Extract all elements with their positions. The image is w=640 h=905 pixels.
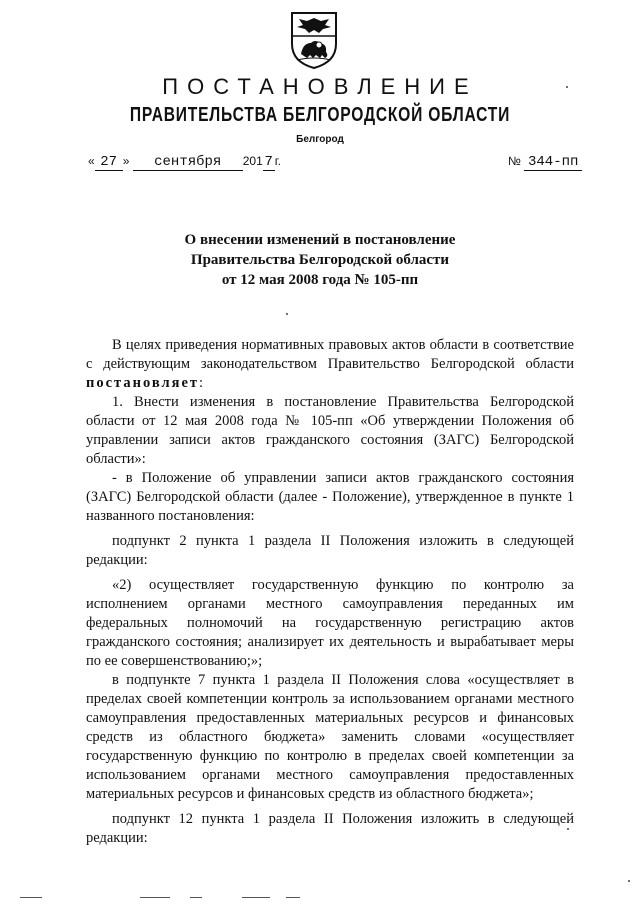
paragraph-subpoint-2-text: «2) осуществляет государственную функцию по контролю за исполнением органами местного самоуправления переданных им федеральных полномочий на государственную регистрацию актов гражданского состояния; анализирует их деятельность и вырабатывает меры по ее совершенствованию;»; [86,577,574,669]
date-year-field [263,154,275,171]
number-label: № [508,154,521,168]
date-year-prefix: 201 [242,154,263,168]
paragraph-subpoint-12: подпункт 12 пункта 1 раздела II Положения изложить в следующей редакции: [86,811,574,846]
document-title [0,230,640,290]
date-month-field [133,154,243,171]
paragraph-item-1: 1. Внести изменения в постановление Правительства Белгородской области от 12 мая 2008 года № 105-пп «Об утверждении Положения об управлении записи актов гражданского состояния (ЗАГС) Белгородской области»: [86,394,574,467]
issuing-authority: ПРАВИТЕЛЬСТВА БЕЛГОРОДСКОЙ ОБЛАСТИ [129,104,511,126]
paragraph-subpoint-2: подпункт 2 пункта 1 раздела II Положения изложить в следующей редакции: [86,533,574,568]
scan-speck [567,828,569,830]
preamble-end: : [199,375,204,391]
scan-speck [566,86,568,88]
decree-verb: постановляет [86,375,200,391]
date-open-quote: « [88,154,95,168]
paragraph-subpoint-7: в подпункте 7 пункта 1 раздела II Положения слова «осуществляет в пределах своей компетенции контроль за использованием органами местного самоуправления предоставленных материальных ресурсов и финансовых средств из областного бюджета» заменить словами «осуществляет государственную функцию по контролю в пределах своей компетенции за использованием органами местного самоуправления предоставленных материальных ресурсов и финансовых средств из областного бюджета»; [86,672,574,802]
number-field [524,154,582,171]
date-year-suffix: 7 [264,154,273,170]
scan-speck [286,313,288,315]
document-number [508,154,582,171]
scan-speck [628,880,630,882]
scan-footer-marks [0,895,640,901]
date-month: сентября [154,154,222,170]
document-type: ПОСТАНОВЛЕНИЕ [162,74,478,99]
preamble-text: В целях приведения нормативных правовых актов области в соответствие с действующим законодательством Правительство Белгородской области [86,337,574,372]
document-body [86,336,574,848]
paragraph-amendment-intro: - в Положение об управлении записи актов гражданского состояния (ЗАГС) Белгородской области (далее - Положение), утвержденное в пункте 1 названного постановления: [86,470,574,524]
document-date [88,154,281,171]
title-line-2: Правительства Белгородской области [190,252,450,268]
date-close-quote: » [122,154,130,168]
date-year-abbr: г. [274,154,281,168]
title-line-3: от 12 мая 2008 года № 105-пп [221,272,419,288]
city: Белгород [296,134,344,145]
paragraph-preamble [86,336,574,393]
date-day: 27 [100,154,118,170]
title-line-1: О внесении изменений в постановление [184,232,456,248]
number-value: 344-пп [528,154,579,170]
date-day-field [95,154,123,171]
coat-of-arms-icon [289,10,339,70]
